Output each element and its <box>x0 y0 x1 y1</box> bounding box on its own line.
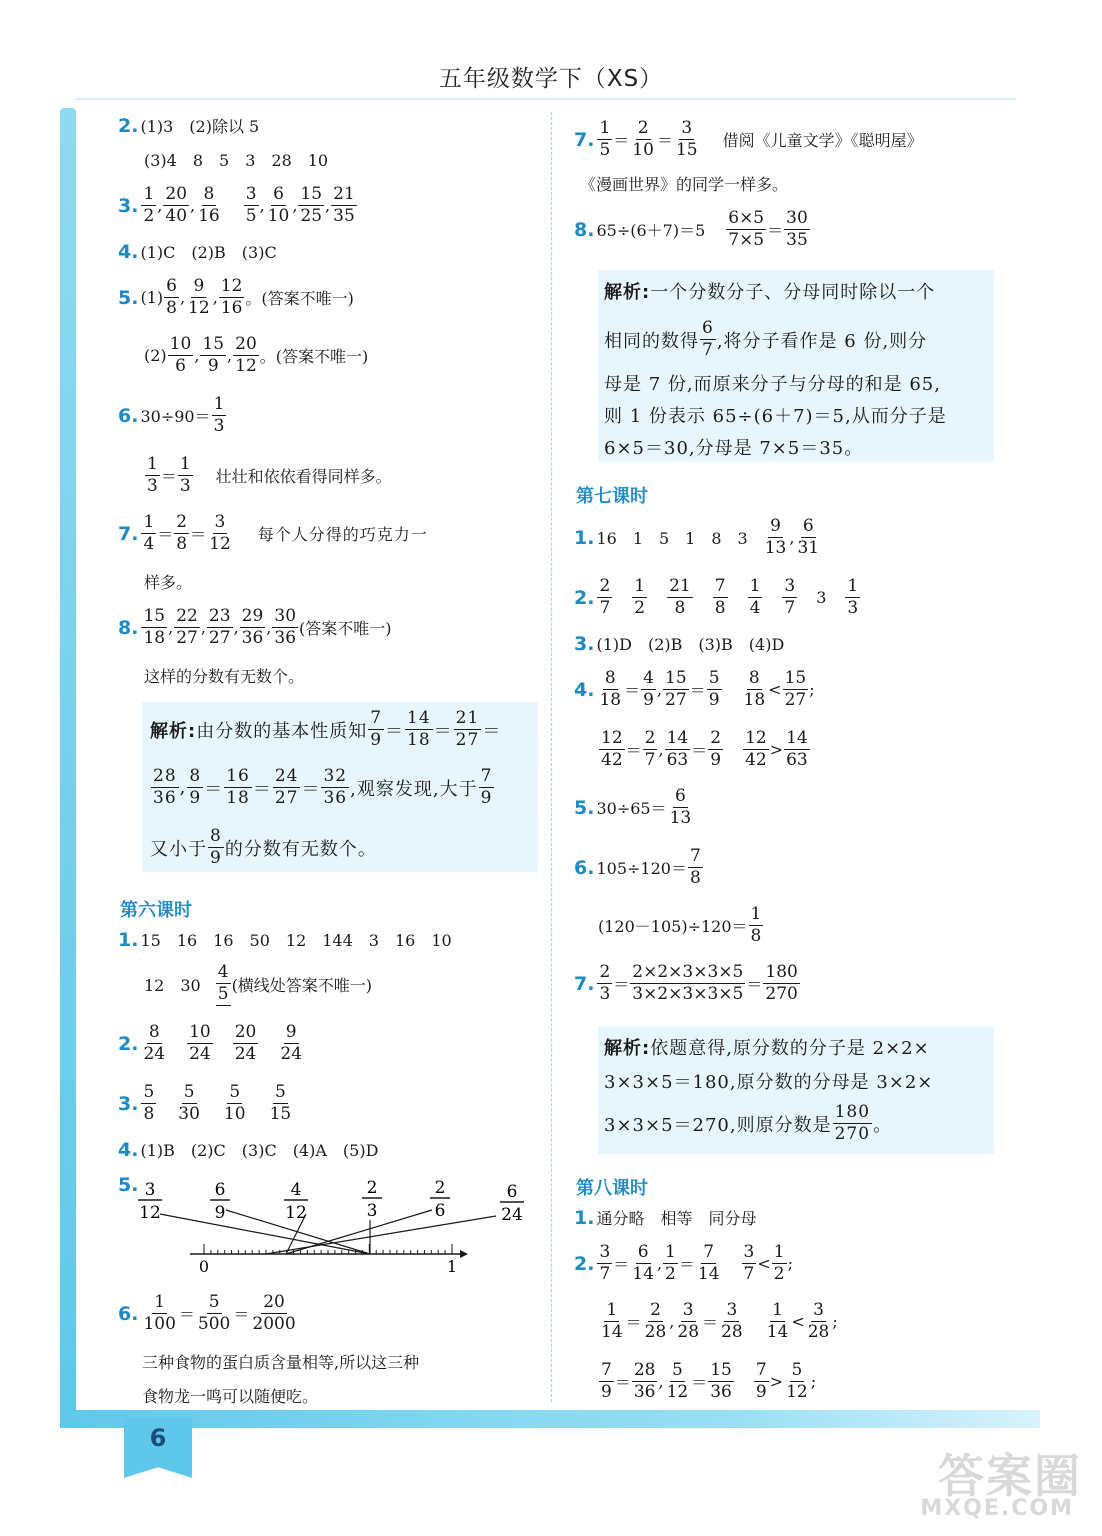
fraction: $\frac{1}{14}$ <box>766 1300 789 1342</box>
fraction: $\frac{24}{27}$ <box>274 766 299 808</box>
analysis-r2-line3: 3×3×5＝270,则原分数是 $\frac{180}{270}$ 。 <box>604 1102 893 1144</box>
fraction: $\frac{4}{5}$ <box>217 962 229 1004</box>
fraction: $\frac{7}{9}$ <box>755 1360 767 1402</box>
nl-label-num: 3 <box>144 1180 156 1200</box>
fraction: $\frac{8}{24}$ <box>143 1022 166 1064</box>
s7-answer-6: 6. 105÷120＝ $\frac{7}{8}$ <box>574 846 701 888</box>
watermark-logo: 答案圈 <box>938 1449 1082 1503</box>
fraction: $\frac{21}{8}$ <box>669 576 691 618</box>
s6-answer-6: 6. $\frac{1}{100}$ ＝ $\frac{5}{500}$ ＝ $\frac{20}{2000}$ <box>118 1292 296 1334</box>
fraction: $\frac{5}{12}$ <box>786 1360 808 1402</box>
fraction: $\frac{1}{3}$ <box>213 394 225 436</box>
s6-answer-4: 4. (1)B (2)C (3)C (4)A (5)D <box>118 1138 379 1161</box>
s7-answer-1: 1. 16 1 5 1 8 3 $\frac{9}{13}$ , $\frac{6}{31}$ <box>574 516 820 558</box>
fraction: $\frac{2}{9}$ <box>710 728 722 770</box>
fraction: $\frac{20}{40}$ <box>165 184 188 226</box>
question-number: 7. <box>574 972 595 995</box>
fraction: $\frac{8}{16}$ <box>198 184 220 226</box>
fraction: $\frac{5}{8}$ <box>143 1082 155 1124</box>
question-number: 5. <box>118 286 139 309</box>
s6-answer-6-line3: 食物龙一鸣可以随便吃。 <box>142 1387 319 1406</box>
question-number: 1. <box>574 1206 595 1229</box>
fraction: $\frac{1}{14}$ <box>601 1300 623 1342</box>
s7-answer-4: 4. $\frac{8}{18}$ ＝ $\frac{4}{9}$ , $\frac{15}{27}$ ＝ $\frac{5}{9}$ $\frac{8}{18}$ < $\frac{15}{27}$ ; <box>574 668 815 710</box>
answer-2-line2 <box>144 148 328 171</box>
fraction: $\frac{3}{28}$ <box>807 1300 830 1342</box>
fraction: $\frac{1}{3}$ <box>179 454 191 496</box>
s6-answer-1-line2: 12 30 $\frac{4}{5}$ (横线处答案不唯一) <box>144 962 373 1004</box>
fraction: $\frac{5}{500}$ <box>197 1292 231 1334</box>
fraction: $\frac{4}{9}$ <box>643 668 654 710</box>
fraction: $\frac{9}{24}$ <box>280 1022 303 1064</box>
r-answer-8: 8. 65÷(6＋7)＝5 $\frac{6\times 5}{7\times 5}$ ＝ $\frac{30}{35}$ <box>574 208 808 250</box>
answer-3: 3. $\frac{1}{2}$ , $\frac{20}{40}$ , $\frac{8}{16}$ $\frac{3}{5}$ , $\frac{6}{10}$ , $\frac{15}{25}$ , $\frac{21}{35}$ <box>118 184 355 226</box>
nl-label-den: 12 <box>139 1203 161 1223</box>
fraction: $\frac{16}{18}$ <box>226 766 250 808</box>
nl-label-num: 2 <box>434 1178 446 1198</box>
fraction: $\frac{2}{7}$ <box>644 728 656 770</box>
answer-5-part1: 5. (1) $\frac{6}{8}$ , $\frac{9}{12}$ , $\frac{12}{16}$ 。(答案不唯一) <box>118 276 354 318</box>
nl-one: 1 <box>446 1257 458 1276</box>
fraction: $\frac{14}{63}$ <box>786 728 808 770</box>
analysis-left-line1: 解析: 由分数的基本性质知 $\frac{7}{9}$ ＝ $\frac{14}{18}$ ＝ $\frac{21}{27}$ ＝ <box>150 708 502 750</box>
page-number: 6 <box>149 1424 167 1452</box>
r-answer-7-line2: 《漫画世界》的同学一样多。 <box>580 175 789 194</box>
question-number: 2. <box>118 114 139 137</box>
fraction: $\frac{2\times 2\times 3\times 3\times 5}{3\times 2\times 3\times 3\times 5}$ <box>632 962 744 1004</box>
fraction: $\frac{6}{14}$ <box>632 1242 654 1284</box>
analysis-r1-line2: 相同的数得 $\frac{6}{7}$ ,将分子看作是 6 份,则分 <box>604 318 928 360</box>
question-number: 3. <box>118 194 139 217</box>
fraction: $\frac{1}{5}$ <box>599 118 611 160</box>
answer-text: (3)4 8 5 3 28 10 <box>144 151 329 170</box>
fraction: $\frac{14}{18}$ <box>407 708 431 750</box>
fraction: $\frac{1}{2}$ <box>143 184 155 226</box>
fraction: $\frac{7}{9}$ <box>480 766 493 808</box>
answer-8: 8. $\frac{15}{18}$ , $\frac{22}{27}$ , $\frac{23}{27}$ , $\frac{29}{36}$ , $\frac{30}{36}$ (答案不唯一) <box>118 606 392 648</box>
fraction: $\frac{3}{7}$ <box>599 1242 611 1284</box>
fraction: $\frac{5}{9}$ <box>708 668 720 710</box>
analysis-r2-line2: 3×3×5＝180,原分数的分母是 3×2× <box>604 1072 934 1093</box>
left-decor-bar <box>60 108 76 1416</box>
question-number: 4. <box>574 678 595 701</box>
section-title-lesson-7: 第七课时 <box>576 486 648 507</box>
answer-7: 7. $\frac{1}{4}$ ＝ $\frac{2}{8}$ ＝ $\frac{3}{12}$ 每个人分得的巧克力一 <box>118 512 428 554</box>
analysis-r1-line5: 6×5＝30,分母是 7×5＝35。 <box>604 438 864 459</box>
answer-2 <box>118 114 259 137</box>
question-number: 7. <box>118 522 139 545</box>
question-number: 2. <box>574 586 595 609</box>
nl-label-num: 2 <box>366 1178 378 1198</box>
fraction: $\frac{6}{13}$ <box>669 786 692 828</box>
fraction: $\frac{30}{35}$ <box>786 208 808 250</box>
answer-4 <box>118 240 277 263</box>
fraction: $\frac{15}{27}$ <box>784 668 807 710</box>
question-number: 4. <box>118 240 139 263</box>
fraction: $\frac{3}{7}$ <box>743 1242 755 1284</box>
fraction: $\frac{28}{36}$ <box>153 766 177 808</box>
fraction: $\frac{8}{18}$ <box>599 668 622 710</box>
fraction: $\frac{180}{270}$ <box>834 1102 871 1144</box>
fraction: $\frac{1}{2}$ <box>773 1242 785 1284</box>
fraction: $\frac{32}{36}$ <box>323 766 348 808</box>
fraction: $\frac{15}{18}$ <box>143 606 166 648</box>
s6-answer-6-line2: 三种食物的蛋白质含量相等,所以这三种 <box>142 1353 420 1372</box>
fraction: $\frac{1}{4}$ <box>749 576 761 618</box>
answer-8-line2: 这样的分数有无数个。 <box>144 667 305 686</box>
answer-text: (1)C (2)B (3)C <box>140 243 277 262</box>
analysis-r1-line3: 母是 7 份,而原来分子与分母的和是 65, <box>604 374 941 395</box>
fraction: $\frac{15}{25}$ <box>300 184 323 226</box>
fraction: $\frac{5}{15}$ <box>269 1082 292 1124</box>
answer-6-line2: $\frac{1}{3}$ ＝ $\frac{1}{3}$ 壮壮和依依看得同样多。 <box>147 454 392 496</box>
nl-connectors <box>160 1210 496 1254</box>
section-title-lesson-6: 第六课时 <box>120 900 192 921</box>
analysis-r2-line1: 解析: 依题意得,原分数的分子是 2×2× <box>604 1038 930 1059</box>
page-header-title: 五年级数学下（XS） <box>438 66 664 92</box>
nl-label-den: 3 <box>366 1201 378 1221</box>
r-answer-7: 7. $\frac{1}{5}$ ＝ $\frac{2}{10}$ ＝ $\frac{3}{15}$ 借阅《儿童文学》《聪明屋》 <box>574 118 923 160</box>
analysis-r1-line1: 解析: 一个分数分子、分母同时除以一个 <box>604 282 936 303</box>
fraction: $\frac{3}{28}$ <box>677 1300 700 1342</box>
nl-label-num: 6 <box>214 1180 226 1200</box>
s7-answer-3: 3. (1)D (2)B (3)B (4)D <box>574 632 785 655</box>
number-line-diagram <box>130 1176 530 1280</box>
fraction: $\frac{1}{4}$ <box>143 512 155 554</box>
s7-answer-5: 5. 30÷65＝ $\frac{6}{13}$ <box>574 786 692 828</box>
fraction: $\frac{12}{42}$ <box>745 728 767 770</box>
fraction: $\frac{2}{7}$ <box>599 576 611 618</box>
question-number: 4. <box>118 1138 139 1161</box>
analysis-left-line3: 又小于 $\frac{8}{9}$ 的分数有无数个。 <box>150 826 377 868</box>
fraction: $\frac{6}{10}$ <box>267 184 290 226</box>
fraction: $\frac{6}{7}$ <box>702 318 714 360</box>
fraction: $\frac{1}{3}$ <box>147 454 158 496</box>
question-number: 2. <box>118 1032 139 1055</box>
question-number: 5. <box>574 796 595 819</box>
fraction: $\frac{9}{12}$ <box>188 276 210 318</box>
fraction: $\frac{5}{12}$ <box>666 1360 689 1402</box>
nl-label-num: 4 <box>290 1180 302 1200</box>
fraction: $\frac{5}{10}$ <box>223 1082 246 1124</box>
nl-label-den: 6 <box>434 1201 446 1221</box>
fraction: $\frac{7}{8}$ <box>689 846 701 888</box>
question-number: 1. <box>118 928 139 951</box>
nl-zero: 0 <box>198 1257 210 1276</box>
s7-answer-2: 2. $\frac{2}{7}$ $\frac{1}{2}$ $\frac{21}{8}$ $\frac{7}{8}$ $\frac{1}{4}$ $\frac{3}{7}$ 3 $\frac{1}{3}$ <box>574 576 859 618</box>
fraction: $\frac{28}{36}$ <box>633 1360 656 1402</box>
fraction: $\frac{3}{15}$ <box>675 118 698 160</box>
fraction: $\frac{2}{28}$ <box>644 1300 667 1342</box>
fraction: $\frac{12}{42}$ <box>601 728 623 770</box>
bottom-decor-bar <box>60 1410 1040 1428</box>
fraction: $\frac{3}{28}$ <box>721 1300 743 1342</box>
fraction: $\frac{5}{30}$ <box>178 1082 200 1124</box>
answer-6: 6. 30÷90＝ $\frac{1}{3}$ <box>118 394 225 436</box>
fraction: $\frac{15}{36}$ <box>710 1360 732 1402</box>
answer-5-part2: (2) $\frac{10}{6}$ , $\frac{15}{9}$ , $\frac{20}{12}$ 。(答案不唯一) <box>144 334 369 376</box>
fraction: $\frac{2}{3}$ <box>599 962 611 1004</box>
question-number: 6. <box>118 1302 139 1325</box>
s7-answer-4-line2: $\frac{12}{42}$ ＝ $\frac{2}{7}$ , $\frac{14}{63}$ ＝ $\frac{2}{9}$ $\frac{12}{42}$ > $\frac{14}{63}$ <box>601 728 808 770</box>
fraction: $\frac{20}{2000}$ <box>252 1292 296 1334</box>
answer-text: (1)3 (2)除以 5 <box>140 117 260 136</box>
question-number: 8. <box>118 616 139 639</box>
s8-answer-2: 2. $\frac{3}{7}$ ＝ $\frac{6}{14}$ , $\frac{1}{2}$ ＝ $\frac{7}{14}$ $\frac{3}{7}$ < $\frac{1}{2}$ ; <box>574 1242 793 1284</box>
fraction: $\frac{1}{3}$ <box>847 576 859 618</box>
fraction: $\frac{15}{27}$ <box>665 668 687 710</box>
fraction: $\frac{12}{16}$ <box>220 276 243 318</box>
nl-label-den: 9 <box>214 1203 226 1223</box>
question-number: 8. <box>574 218 595 241</box>
fraction: $\frac{20}{24}$ <box>234 1022 257 1064</box>
question-number: 3. <box>118 1092 139 1115</box>
fraction: $\frac{6}{31}$ <box>797 516 820 558</box>
s7-answer-6-line2: (120－105)÷120＝ $\frac{1}{8}$ <box>598 904 762 946</box>
answer-7-line2: 样多。 <box>144 573 193 592</box>
fraction: $\frac{9}{13}$ <box>764 516 787 558</box>
fraction: $\frac{1}{2}$ <box>634 576 646 618</box>
section-title-lesson-8: 第八课时 <box>576 1178 648 1199</box>
fraction: $\frac{180}{270}$ <box>765 962 798 1004</box>
fraction: $\frac{3}{7}$ <box>784 576 796 618</box>
analysis-left-line2: $\frac{28}{36}$ , $\frac{8}{9}$ ＝ $\frac{16}{18}$ ＝ $\frac{24}{27}$ ＝ $\frac{32}{36}$ ,观察发现,大于 $\frac{7}{9}$ <box>153 766 493 808</box>
fraction: $\frac{7}{14}$ <box>697 1242 720 1284</box>
question-number: 1. <box>574 526 595 549</box>
fraction: $\frac{7}{8}$ <box>714 576 726 618</box>
question-number: 3. <box>574 632 595 655</box>
fraction: $\frac{6\times 5}{7\times 5}$ <box>728 208 765 250</box>
question-number: 7. <box>574 128 595 151</box>
fraction: $\frac{10}{24}$ <box>189 1022 211 1064</box>
fraction: $\frac{29}{36}$ <box>241 606 264 648</box>
s8-answer-2-line3: $\frac{7}{9}$ ＝ $\frac{28}{36}$ , $\frac{5}{12}$ ＝ $\frac{15}{36}$ $\frac{7}{9}$ > $\frac{5}{12}$ ; <box>601 1360 817 1402</box>
fraction: $\frac{3}{12}$ <box>209 512 231 554</box>
fraction: $\frac{3}{5}$ <box>245 184 257 226</box>
nl-axis-arrow <box>460 1250 468 1258</box>
s6-answer-2 <box>118 1022 305 1065</box>
fraction: $\frac{21}{27}$ <box>455 708 480 750</box>
watermark-url: MXQE.COM <box>920 1496 1074 1521</box>
fraction: $\frac{7}{9}$ <box>370 708 383 750</box>
nl-label-den: 12 <box>285 1203 307 1223</box>
s7-answer-7: 7. $\frac{2}{3}$ ＝ $\frac{2\times 2\times 3\times 3\times 5}{3\times 2\times 3\times 3\times 5}$ ＝ $\frac{180}{270}$ <box>574 962 798 1004</box>
fraction: $\frac{23}{27}$ <box>208 606 231 648</box>
fraction: $\frac{2}{8}$ <box>176 512 188 554</box>
fraction: $\frac{7}{9}$ <box>601 1360 612 1402</box>
fraction: $\frac{1}{2}$ <box>665 1242 676 1284</box>
fraction: $\frac{8}{9}$ <box>210 826 222 868</box>
question-number: 6. <box>118 404 139 427</box>
s6-answer-3 <box>118 1082 294 1125</box>
question-number: 2. <box>574 1252 595 1275</box>
fraction: $\frac{2}{10}$ <box>632 118 654 160</box>
fraction: $\frac{10}{6}$ <box>169 334 192 376</box>
fraction: $\frac{22}{27}$ <box>176 606 198 648</box>
nl-label-den: 24 <box>501 1205 523 1225</box>
fraction: $\frac{30}{36}$ <box>274 606 297 648</box>
s8-answer-1: 1. 通分略 相等 同分母 <box>574 1206 757 1229</box>
fraction: $\frac{8}{9}$ <box>189 766 202 808</box>
fraction: $\frac{1}{8}$ <box>750 904 762 946</box>
analysis-r1-line4: 则 1 份表示 65÷(6＋7)＝5,从而分子是 <box>604 406 947 427</box>
column-divider <box>551 112 552 1402</box>
question-number: 6. <box>574 856 595 879</box>
header-rule <box>76 98 1016 100</box>
s6-answer-1: 1. 15 16 16 50 12 144 3 16 10 <box>118 928 452 951</box>
fraction: $\frac{8}{18}$ <box>743 668 766 710</box>
fraction: $\frac{6}{8}$ <box>166 276 177 318</box>
fraction: $\frac{21}{35}$ <box>333 184 355 226</box>
fraction: $\frac{15}{9}$ <box>202 334 225 376</box>
nl-label-num: 6 <box>506 1182 518 1202</box>
s8-answer-2-line2: $\frac{1}{14}$ ＝ $\frac{2}{28}$ , $\frac{3}{28}$ ＝ $\frac{3}{28}$ $\frac{1}{14}$ < $\frac{3}{28}$ ; <box>601 1300 838 1342</box>
fraction: $\frac{20}{12}$ <box>235 334 257 376</box>
question-number: 5. <box>118 1174 139 1196</box>
fraction: $\frac{1}{100}$ <box>143 1292 176 1334</box>
fraction: $\frac{14}{63}$ <box>666 728 689 770</box>
